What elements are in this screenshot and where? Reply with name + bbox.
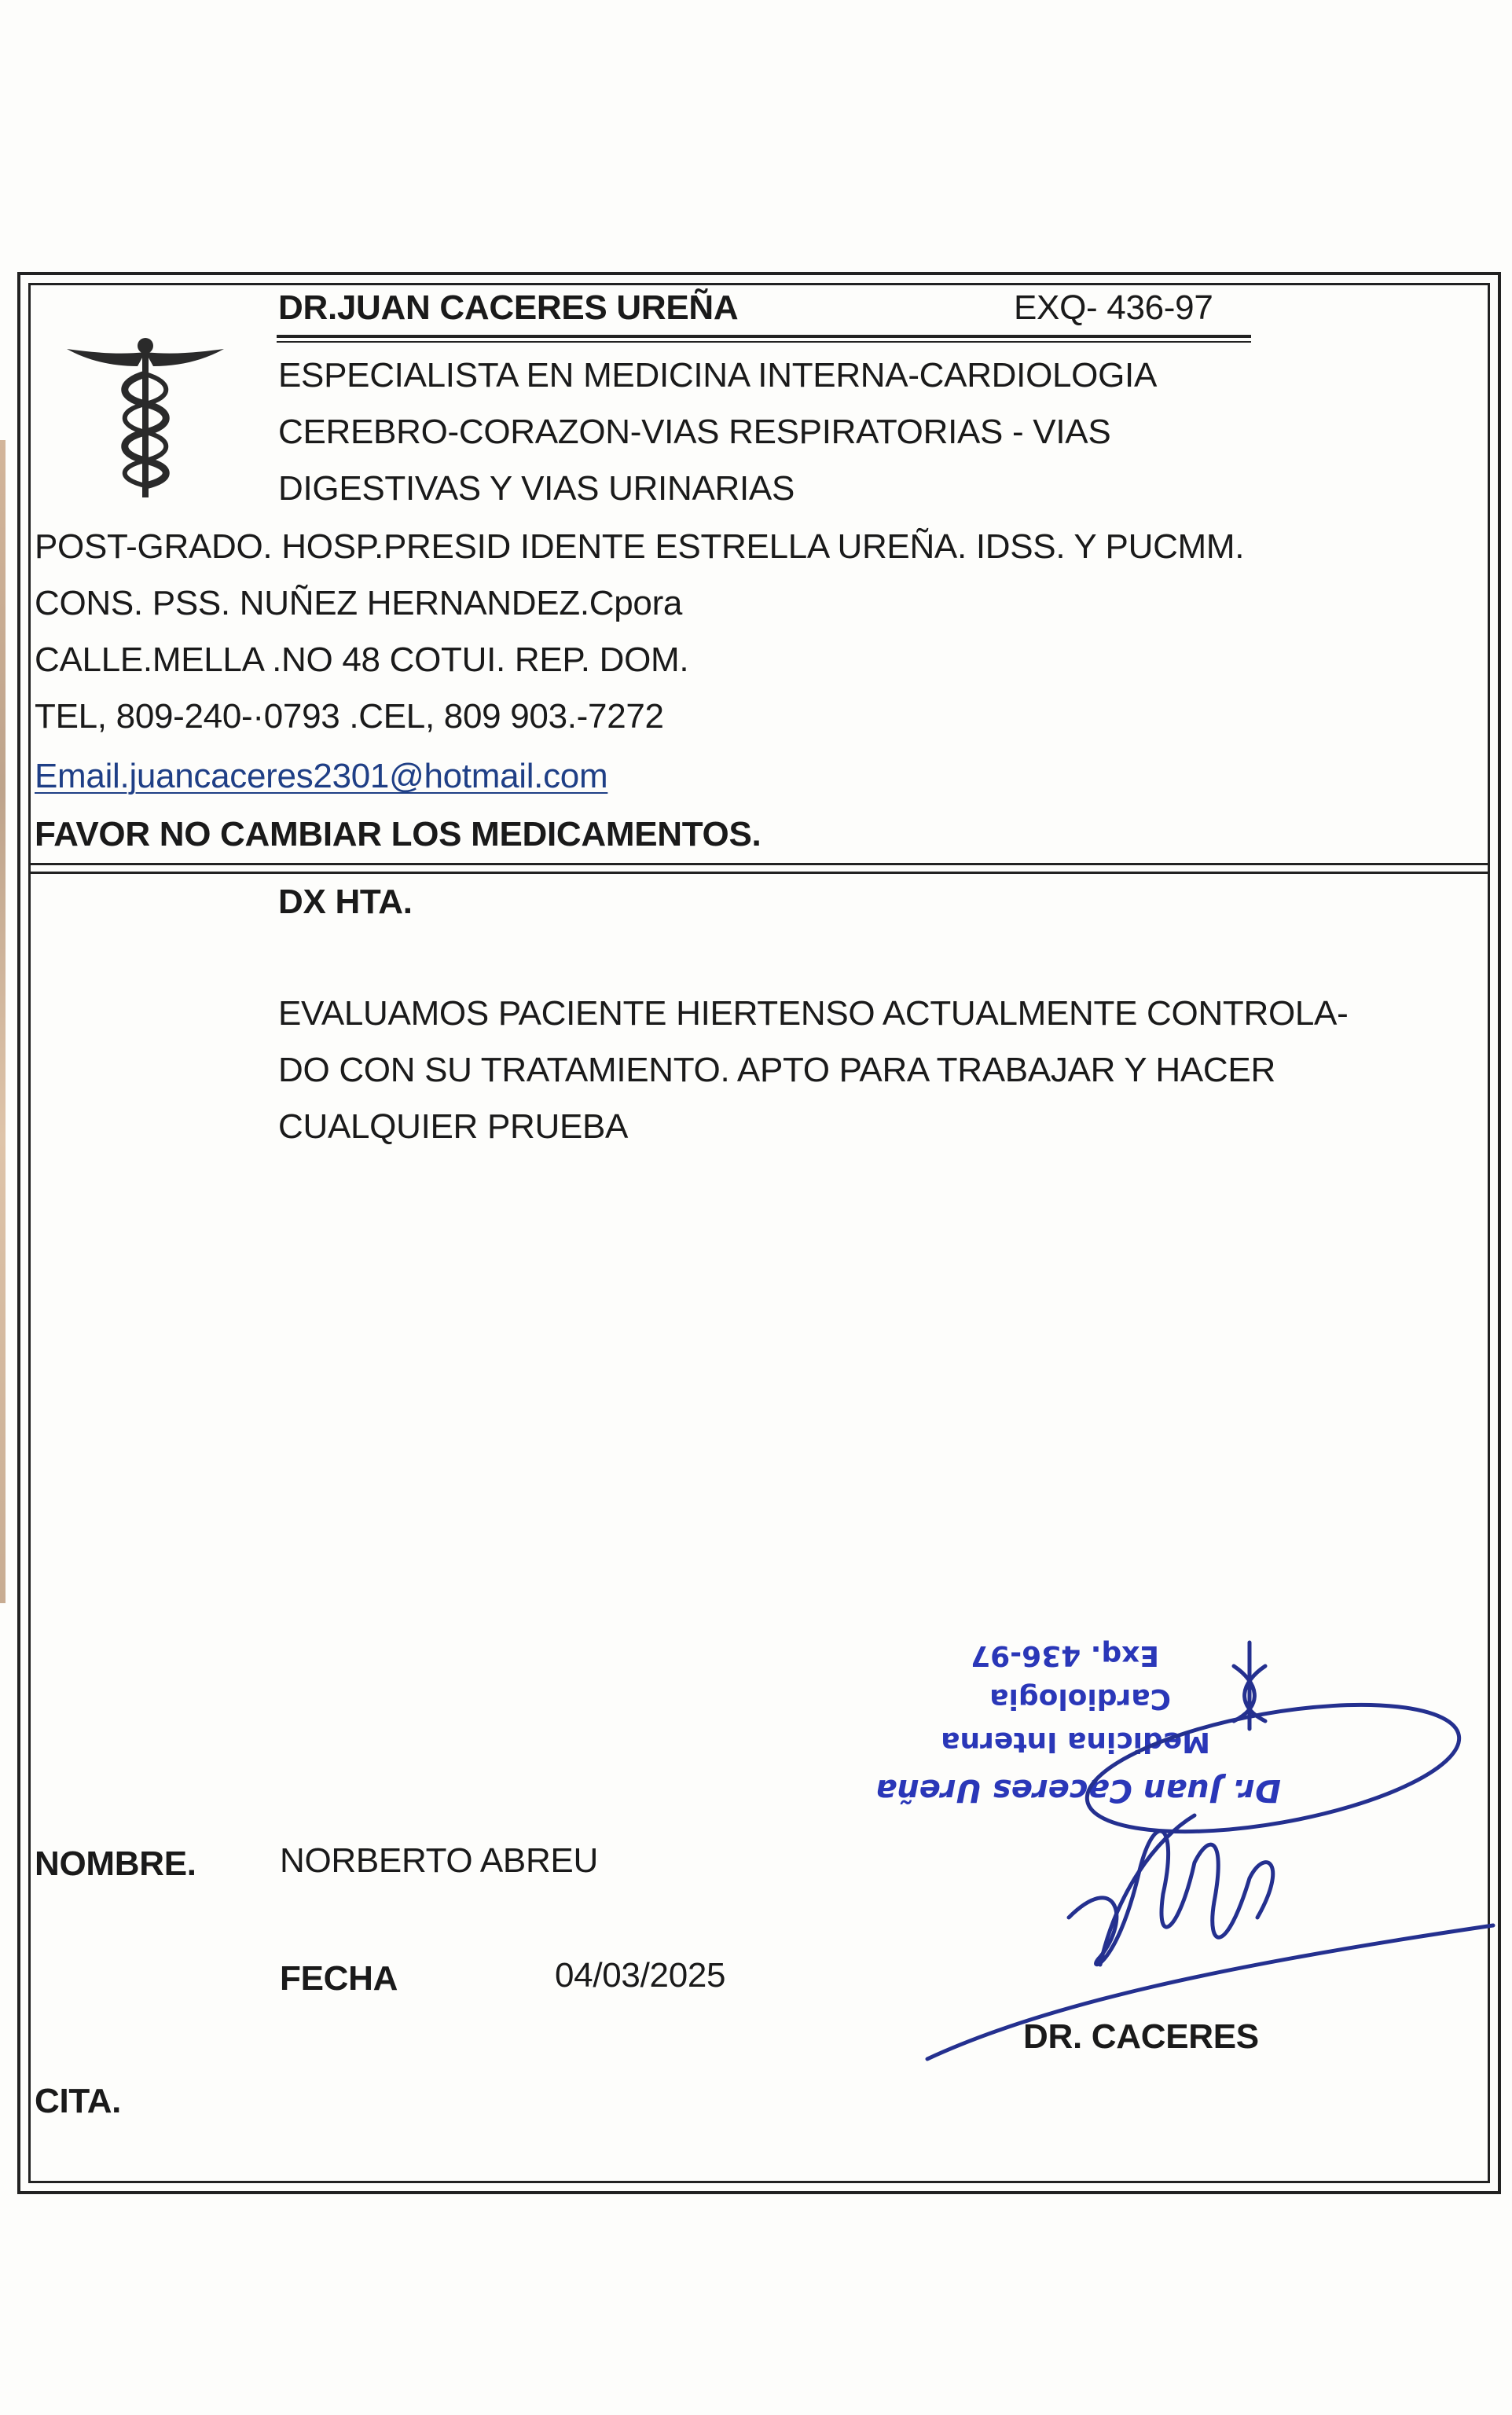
- evaluation-line-3: CUALQUIER PRUEBA: [278, 1107, 629, 1146]
- stamp-line-3: Cardiologia: [989, 1683, 1171, 1715]
- address-line: CALLE.MELLA .NO 48 COTUI. REP. DOM.: [35, 640, 689, 679]
- doctor-stamp-signature: [786, 1635, 1509, 2075]
- header-body-divider: [28, 863, 1490, 874]
- cita-label: CITA.: [35, 2082, 122, 2120]
- doctor-name: DR.JUAN CACERES UREÑA: [278, 288, 739, 327]
- paper-edge-shadow: [0, 440, 6, 1603]
- phone-line: TEL, 809-240-·0793 .CEL, 809 903.-7272: [35, 697, 664, 736]
- header-underline: [277, 335, 1251, 338]
- stamp-line-1: Dr. Juan Caceres Ureña: [875, 1772, 1281, 1808]
- postgrado-line: POST-GRADO. HOSP.PRESID IDENTE ESTRELLA UREÑA. IDSS. Y PUCMM.: [35, 527, 1245, 566]
- exequatur-number: EXQ- 436-97: [1014, 288, 1213, 327]
- evaluation-line-2: DO CON SU TRATAMIENTO. APTO PARA TRABAJAR Y HACER: [278, 1051, 1275, 1089]
- date-label: FECHA: [280, 1959, 398, 1998]
- header-underline-thin: [277, 341, 1251, 343]
- email-link[interactable]: Email.juancaceres2301@hotmail.com: [35, 757, 608, 795]
- specialty-line-1: ESPECIALISTA EN MEDICINA INTERNA-CARDIOLOGIA: [278, 356, 1157, 395]
- date-value: 04/03/2025: [555, 1956, 726, 1995]
- evaluation-line-1: EVALUAMOS PACIENTE HIERTENSO ACTUALMENTE CONTROLA-: [278, 994, 1349, 1033]
- diagnosis: DX HTA.: [278, 883, 413, 921]
- specialty-line-3: DIGESTIVAS Y VIAS URINARIAS: [278, 469, 795, 508]
- patient-name: NORBERTO ABREU: [280, 1841, 598, 1880]
- signature-label: DR. CACERES: [1023, 2017, 1259, 2056]
- caduceus-icon: [63, 328, 228, 501]
- name-label: NOMBRE.: [35, 1844, 196, 1883]
- consultorio-line: CONS. PSS. NUÑEZ HERNANDEZ.Cpora: [35, 584, 683, 622]
- notice-text: FAVOR NO CAMBIAR LOS MEDICAMENTOS.: [35, 815, 762, 853]
- stamp-line-4: Exq. 436-97: [971, 1639, 1159, 1672]
- specialty-line-2: CEREBRO-CORAZON-VIAS RESPIRATORIAS - VIAS: [278, 413, 1111, 451]
- stamp-line-2: Medicina Interna: [941, 1726, 1210, 1758]
